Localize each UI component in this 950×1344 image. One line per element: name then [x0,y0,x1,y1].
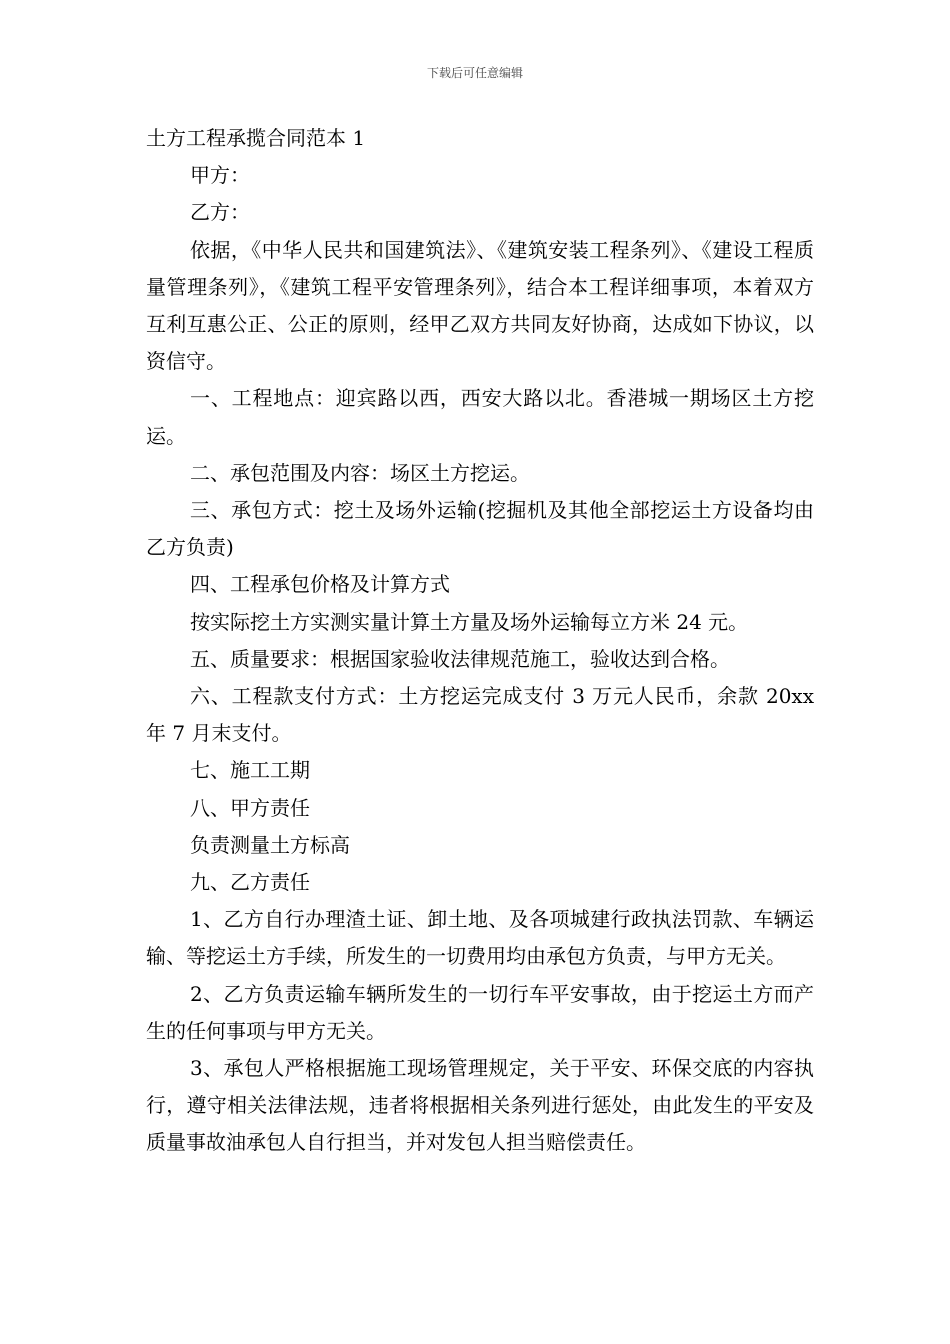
document-title: 土方工程承揽合同范本 1 [146,126,366,150]
clause-9-item-3: 3、承包人严格根据施工现场管理规定，关于平安、环保交底的内容执行，遵守相关法律法规，违者将根据相关条列进行惩处，由此发生的平安及质量事故油承包人自行担当，并对发包人担当赔偿责任。 [146,1056,814,1155]
clause-7-heading: 七、施工工期 [190,758,310,783]
clause-8-heading: 八、甲方责任 [190,795,310,820]
clause-6-payment: 六、工程款支付方式：土方挖运完成支付 3 万元人民币，余款 20xx 年 7 月末支付。 [146,684,814,746]
party-a-line: 甲方： [190,163,250,188]
clause-5-quality: 五、质量要求：根据国家验收法律规范施工，验收达到合格。 [190,646,730,671]
document-body [146,120,814,1162]
clause-4-price: 按实际挖土方实测实量计算土方量及场外运输每立方米 24 元。 [190,609,749,634]
party-b-line: 乙方： [190,200,250,225]
clause-3-method: 三、承包方式：挖土及场外运输(挖掘机及其他全部挖运土方设备均由乙方负责) [146,498,814,560]
clause-9-heading: 九、乙方责任 [190,870,310,895]
clause-8-content: 负责测量土方标高 [190,832,350,857]
clause-1-location: 一、工程地点：迎宾路以西，西安大路以北。香港城一期场区土方挖运。 [146,386,814,448]
page-header-note: 下载后可任意编辑 [426,66,523,80]
preamble-paragraph: 依据，《中华人民共和国建筑法》、《建筑安装工程条列》、《建设工程质量管理条列》，《建筑工程平安管理条列》，结合本工程详细事项，本着双方互利互惠公正、公正的原则，经甲乙双方共同友好协商，达成如下协议，以资信守。 [146,237,814,374]
clause-2-scope: 二、承包范围及内容：场区土方挖运。 [190,460,530,485]
clause-9-item-2: 2、乙方负责运输车辆所发生的一切行车平安事故，由于挖运土方而产生的任何事项与甲方无关。 [146,981,814,1043]
clause-9-item-1: 1、乙方自行办理渣土证、卸土地、及各项城建行政执法罚款、车辆运输、等挖运土方手续，所发生的一切费用均由承包方负责，与甲方无关。 [146,907,814,969]
clause-4-heading: 四、工程承包价格及计算方式 [190,572,450,597]
